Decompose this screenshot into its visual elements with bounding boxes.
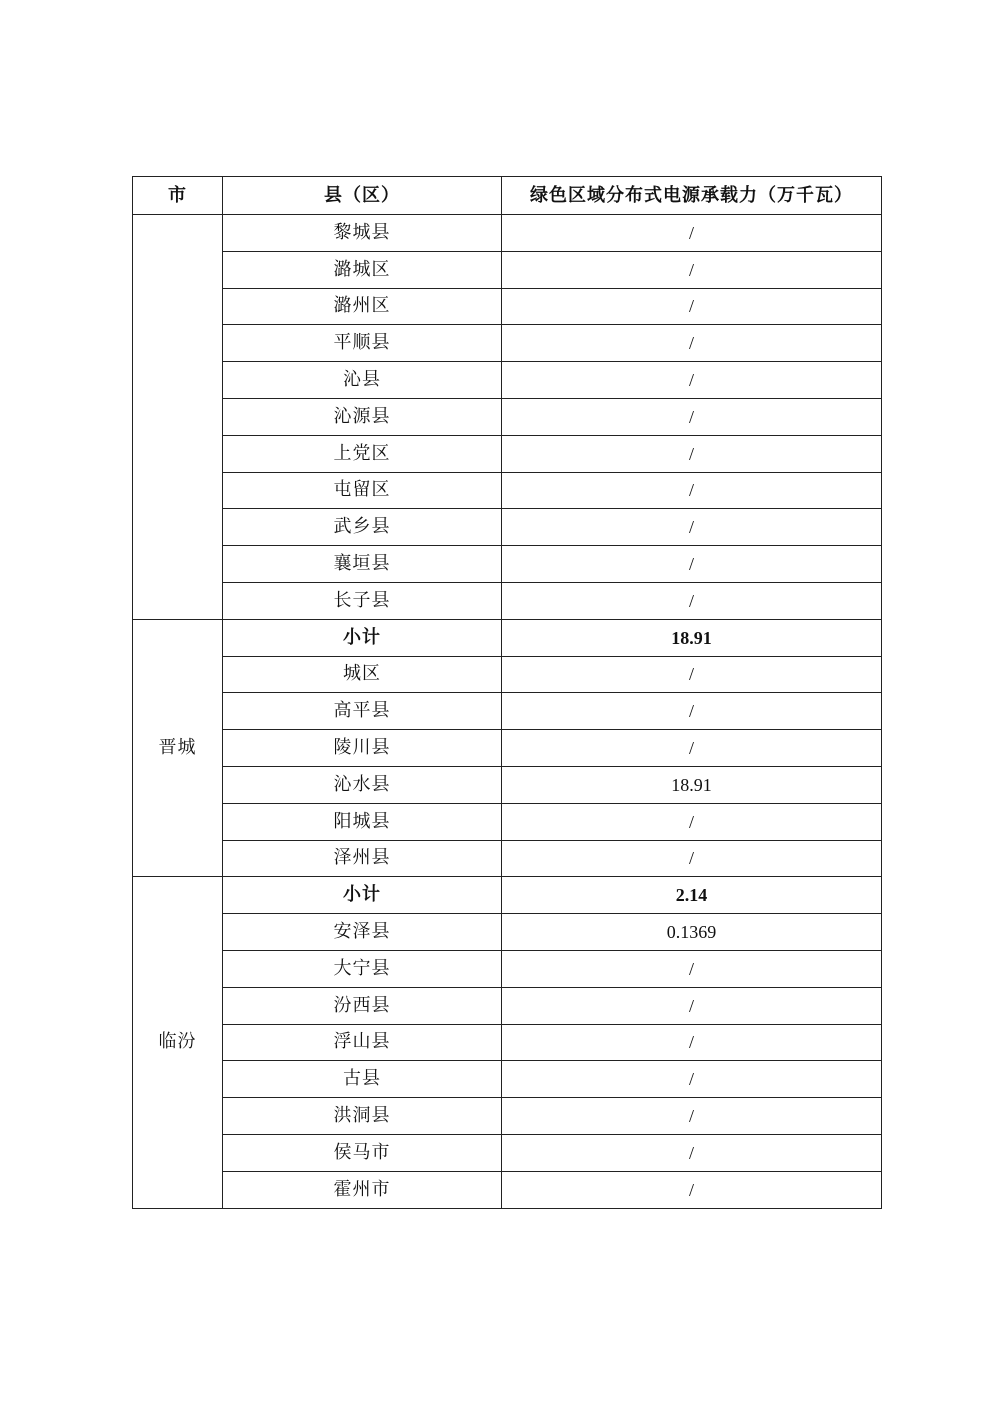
capacity-cell: / bbox=[502, 325, 882, 362]
county-cell: 黎城县 bbox=[223, 215, 502, 252]
table-row bbox=[133, 215, 882, 252]
table-row bbox=[133, 1098, 882, 1135]
county-cell: 沁水县 bbox=[223, 766, 502, 803]
capacity-cell: / bbox=[502, 362, 882, 399]
capacity-cell: / bbox=[502, 288, 882, 325]
capacity-cell: / bbox=[502, 1134, 882, 1171]
table-row bbox=[133, 546, 882, 583]
subtotal-value: 2.14 bbox=[502, 877, 882, 914]
county-cell: 安泽县 bbox=[223, 914, 502, 951]
table-row bbox=[133, 656, 882, 693]
capacity-cell: / bbox=[502, 251, 882, 288]
table-row bbox=[133, 288, 882, 325]
table-body bbox=[133, 215, 882, 1209]
county-cell: 大宁县 bbox=[223, 950, 502, 987]
county-cell: 屯留区 bbox=[223, 472, 502, 509]
county-cell: 泽州县 bbox=[223, 840, 502, 877]
subtotal-label: 小计 bbox=[223, 619, 502, 656]
capacity-table bbox=[132, 176, 882, 1209]
capacity-cell: / bbox=[502, 730, 882, 767]
county-cell: 侯马市 bbox=[223, 1134, 502, 1171]
county-cell: 洪洞县 bbox=[223, 1098, 502, 1135]
capacity-cell: / bbox=[502, 656, 882, 693]
capacity-cell: / bbox=[502, 1171, 882, 1208]
county-cell: 城区 bbox=[223, 656, 502, 693]
table-row bbox=[133, 914, 882, 951]
county-cell: 沁源县 bbox=[223, 398, 502, 435]
city-cell bbox=[133, 215, 223, 620]
table-row bbox=[133, 1134, 882, 1171]
header-county: 县（区） bbox=[223, 177, 502, 215]
capacity-cell: / bbox=[502, 987, 882, 1024]
county-cell: 沁县 bbox=[223, 362, 502, 399]
table-row bbox=[133, 472, 882, 509]
county-cell: 霍州市 bbox=[223, 1171, 502, 1208]
capacity-cell: / bbox=[502, 435, 882, 472]
table-row bbox=[133, 398, 882, 435]
table-row bbox=[133, 251, 882, 288]
county-cell: 平顺县 bbox=[223, 325, 502, 362]
county-cell: 汾西县 bbox=[223, 987, 502, 1024]
county-cell: 襄垣县 bbox=[223, 546, 502, 583]
capacity-cell: / bbox=[502, 582, 882, 619]
capacity-cell: / bbox=[502, 215, 882, 252]
table-row bbox=[133, 325, 882, 362]
county-cell: 潞城区 bbox=[223, 251, 502, 288]
capacity-cell: / bbox=[502, 509, 882, 546]
county-cell: 上党区 bbox=[223, 435, 502, 472]
county-cell: 阳城县 bbox=[223, 803, 502, 840]
table-row bbox=[133, 730, 882, 767]
table-row bbox=[133, 1024, 882, 1061]
capacity-cell: / bbox=[502, 693, 882, 730]
county-cell: 浮山县 bbox=[223, 1024, 502, 1061]
capacity-cell: / bbox=[502, 472, 882, 509]
capacity-cell: / bbox=[502, 1024, 882, 1061]
subtotal-row bbox=[133, 619, 882, 656]
table-row bbox=[133, 1171, 882, 1208]
subtotal-row bbox=[133, 877, 882, 914]
capacity-cell: 18.91 bbox=[502, 766, 882, 803]
capacity-cell: / bbox=[502, 950, 882, 987]
table-row bbox=[133, 509, 882, 546]
county-cell: 长子县 bbox=[223, 582, 502, 619]
table-row bbox=[133, 362, 882, 399]
capacity-cell: / bbox=[502, 1061, 882, 1098]
subtotal-label: 小计 bbox=[223, 877, 502, 914]
capacity-cell: / bbox=[502, 803, 882, 840]
county-cell: 武乡县 bbox=[223, 509, 502, 546]
capacity-cell: / bbox=[502, 840, 882, 877]
county-cell: 潞州区 bbox=[223, 288, 502, 325]
capacity-cell: / bbox=[502, 398, 882, 435]
table-row bbox=[133, 1061, 882, 1098]
county-cell: 高平县 bbox=[223, 693, 502, 730]
capacity-cell: 0.1369 bbox=[502, 914, 882, 951]
capacity-cell: / bbox=[502, 1098, 882, 1135]
table-row bbox=[133, 950, 882, 987]
table-row bbox=[133, 766, 882, 803]
city-cell: 晋城 bbox=[133, 619, 223, 877]
table-row bbox=[133, 693, 882, 730]
table-row bbox=[133, 840, 882, 877]
subtotal-value: 18.91 bbox=[502, 619, 882, 656]
table-header-row bbox=[133, 177, 882, 215]
header-capacity: 绿色区域分布式电源承载力（万千瓦） bbox=[502, 177, 882, 215]
county-cell: 陵川县 bbox=[223, 730, 502, 767]
table-row bbox=[133, 582, 882, 619]
table-row bbox=[133, 987, 882, 1024]
header-city: 市 bbox=[133, 177, 223, 215]
capacity-cell: / bbox=[502, 546, 882, 583]
city-cell: 临汾 bbox=[133, 877, 223, 1208]
table-row bbox=[133, 803, 882, 840]
table-row bbox=[133, 435, 882, 472]
county-cell: 古县 bbox=[223, 1061, 502, 1098]
